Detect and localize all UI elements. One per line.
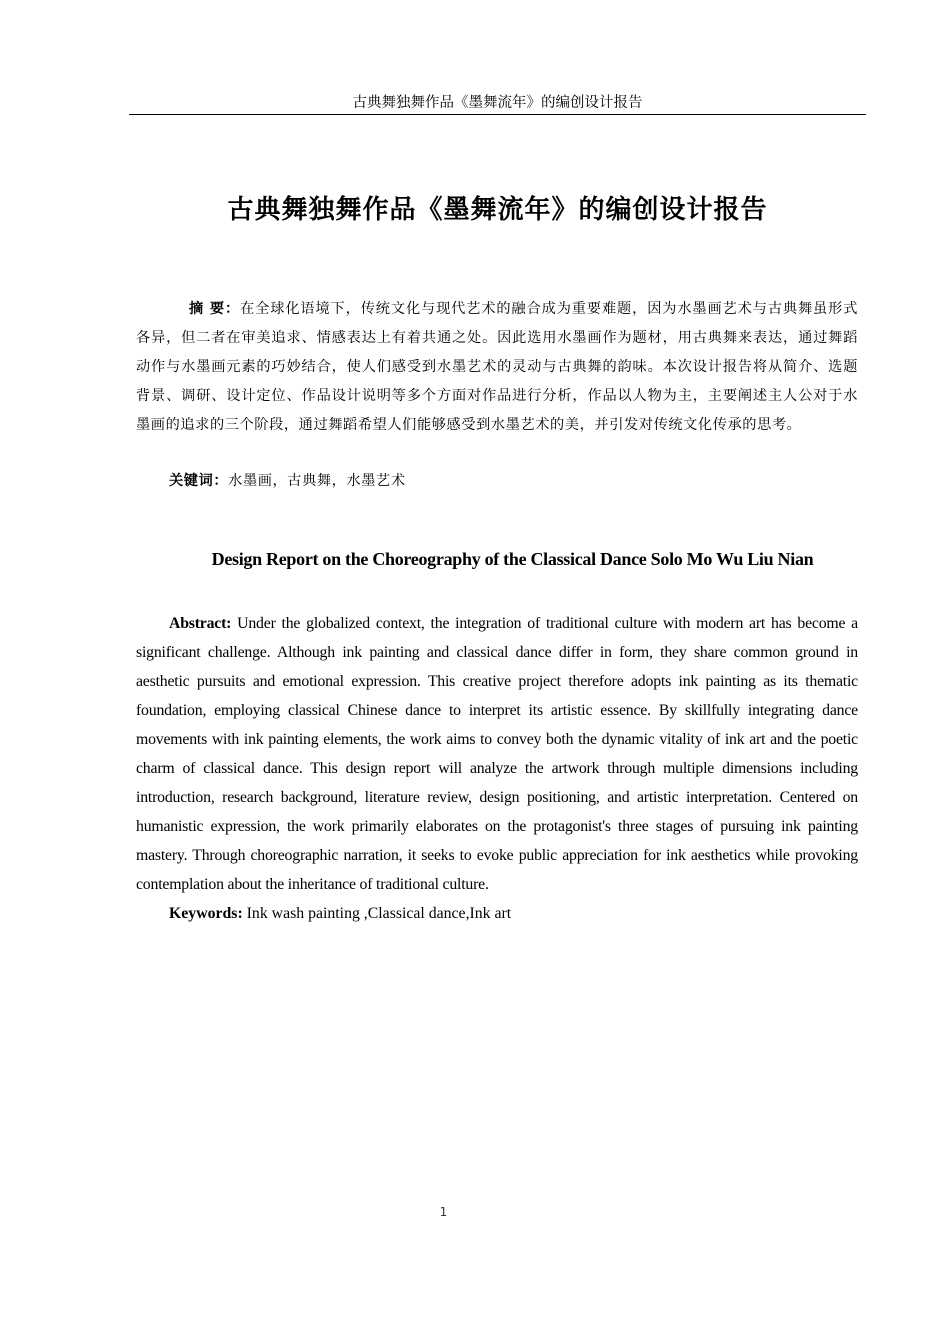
- english-abstract-text: Under the globalized context, the integration of traditional culture with modern art has become a significant challenge. Although ink painting and classical dance differ in form, they share common ground in aesthetic pursuits and emotional expression. This creative project therefore adopts ink painting as its thematic foundation, employing classical Chinese dance to interpret its artistic essence. By skillfully integrating dance movements with ink painting elements, the work aims to convey both the dynamic vitality of ink art and the poetic charm of classical dance. This design report will analyze the artwork through multiple dimensions including introduction, research background, literature review, design positioning, and artistic interpretation. Centered on humanistic expression, the work primarily elaborates on the protagonist's three stages of pursuing ink painting mastery. Through choreographic narration, it seeks to evoke public appreciation for ink aesthetics while provoking contemplation about the inheritance of traditional culture.: [136, 615, 858, 893]
- page-number: 1: [439, 1205, 448, 1219]
- chinese-keywords-text: 水墨画，古典舞，水墨艺术: [228, 473, 406, 489]
- chinese-title: 古典舞独舞作品《墨舞流年》的编创设计报告: [227, 195, 768, 225]
- chinese-abstract-label: 摘 要：: [189, 301, 241, 317]
- english-abstract-label: Abstract:: [169, 615, 232, 632]
- chinese-keywords-label: 关键词：: [169, 473, 229, 489]
- english-keywords-label: Keywords:: [169, 905, 243, 922]
- english-keywords: [169, 900, 511, 928]
- english-keywords-text: Ink wash painting ,Classical dance,Ink art: [242, 905, 512, 922]
- english-title: Design Report on the Choreography of the Classical Dance Solo Mo Wu Liu Nian: [211, 549, 814, 569]
- page-header: [129, 92, 866, 115]
- chinese-keywords: [169, 468, 406, 494]
- running-title: 古典舞独舞作品《墨舞流年》的编创设计报告: [352, 95, 643, 111]
- chinese-abstract: [136, 295, 858, 440]
- english-abstract: [136, 609, 858, 899]
- chinese-abstract-text: 在全球化语境下，传统文化与现代艺术的融合成为重要难题，因为水墨画艺术与古典舞虽形式各异，但二者在审美追求、情感表达上有着共通之处。因此选用水墨画作为题材，用古典舞来表达，通过舞蹈动作与水墨画元素的巧妙结合，使人们感受到水墨艺术的灵动与古典舞的韵味。本次设计报告将从简介、选题背景、调研、设计定位、作品设计说明等多个方面对作品进行分析，作品以人物为主，主要阐述主人公对于水墨画的追求的三个阶段，通过舞蹈希望人们能够感受到水墨艺术的美，并引发对传统文化传承的思考。: [136, 301, 859, 433]
